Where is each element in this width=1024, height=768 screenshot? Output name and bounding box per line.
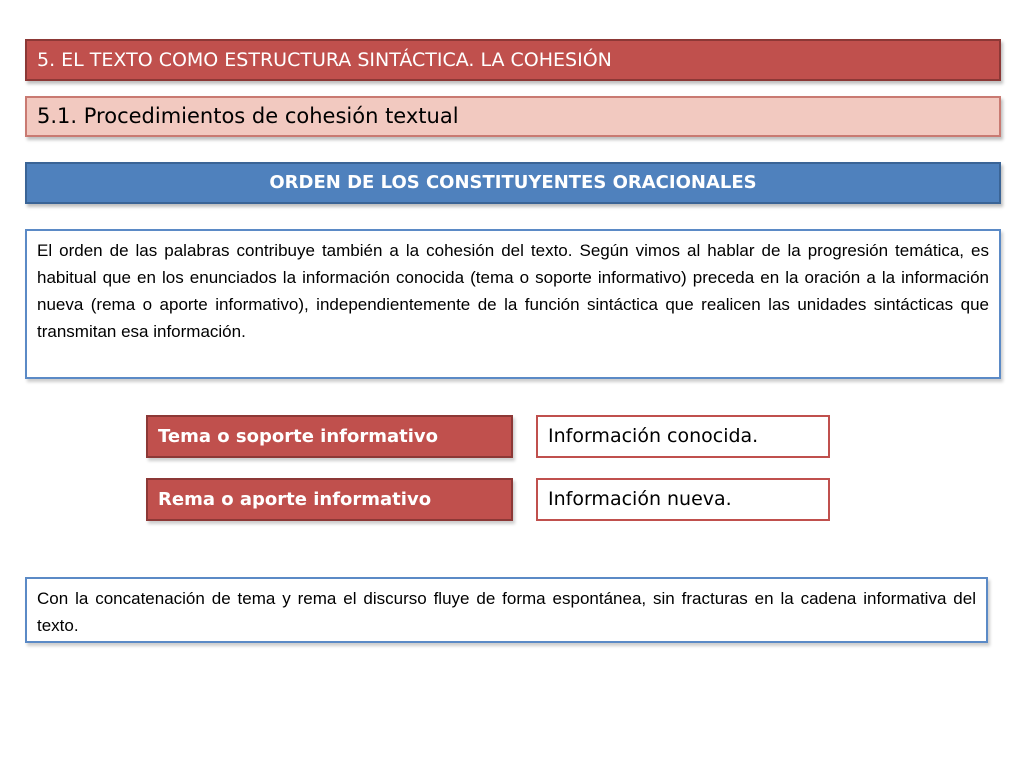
intro-paragraph: El orden de las palabras contribuye también a la cohesión del texto. Según vimos al hablar de la progresión temática, es habitual que en los enunciados la información conocida (tema o soporte informativo) preceda en la oración a la información nueva (rema o aporte informativo), independientemente de la función sintáctica que realicen las unidades sintácticas que transmitan esa información.: [25, 229, 1001, 379]
definition-tema: Información conocida.: [536, 415, 830, 458]
term-tema: Tema o soporte informativo: [146, 415, 513, 458]
section-heading: ORDEN DE LOS CONSTITUYENTES ORACIONALES: [25, 162, 1001, 204]
slide-subtitle: 5.1. Procedimientos de cohesión textual: [25, 96, 1001, 137]
slide-title: 5. EL TEXTO COMO ESTRUCTURA SINTÁCTICA. LA COHESIÓN: [25, 39, 1001, 81]
term-rema: Rema o aporte informativo: [146, 478, 513, 521]
closing-paragraph: Con la concatenación de tema y rema el discurso fluye de forma espontánea, sin fracturas en la cadena informativa del texto.: [25, 577, 988, 643]
definition-rema: Información nueva.: [536, 478, 830, 521]
